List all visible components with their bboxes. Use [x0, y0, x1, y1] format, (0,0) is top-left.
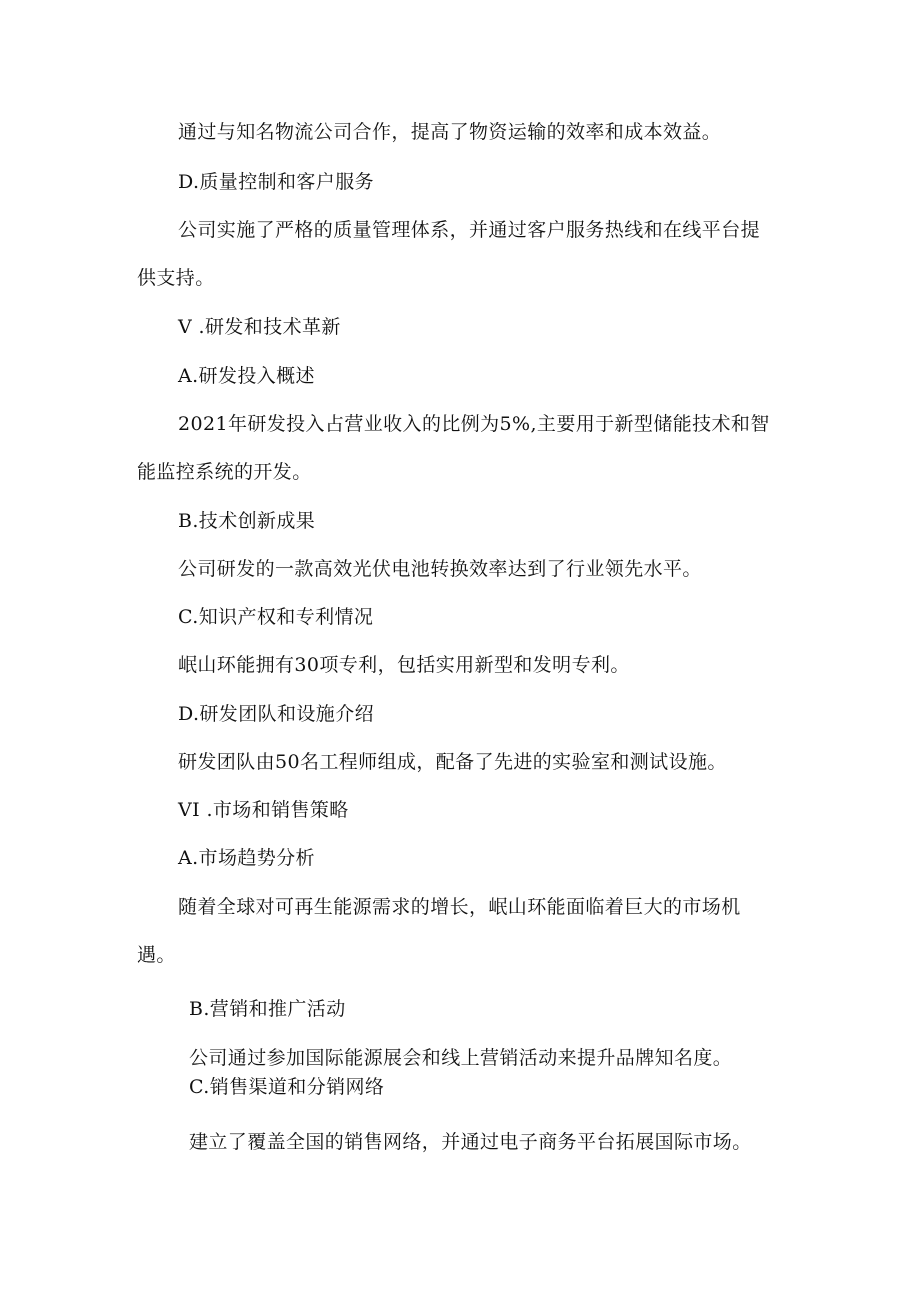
section-heading-rd: V .研发和技术革新 [178, 316, 341, 338]
paragraph-rd-investment-line-2: 能监控系统的开发。 [137, 461, 312, 483]
section-heading-market: VI .市场和销售策略 [178, 799, 349, 821]
paragraph-market-trends-line-2: 遇。 [137, 944, 176, 966]
paragraph-innovation: 公司研发的一款高效光伏电池转换效率达到了行业领先水平。 [178, 558, 702, 580]
subheading-innovation: B.技术创新成果 [178, 510, 316, 532]
paragraph-ip: 岷山环能拥有30项专利，包括实用新型和发明专利。 [178, 654, 630, 676]
subheading-team: D.研发团队和设施介绍 [178, 703, 374, 725]
paragraph-marketing: 公司通过参加国际能源展会和线上营销活动来提升品牌知名度。 [189, 1047, 733, 1069]
paragraph-quality-line-1: 公司实施了严格的质量管理体系，并通过客户服务热线和在线平台提 [178, 219, 761, 241]
subheading-ip: C.知识产权和专利情况 [178, 606, 374, 628]
subheading-quality-control: D.质量控制和客户服务 [178, 171, 374, 193]
paragraph-team: 研发团队由50名工程师组成，配备了先进的实验室和测试设施。 [178, 751, 727, 773]
paragraph-rd-investment-line-1: 2021年研发投入占营业收入的比例为5%,主要用于新型储能技术和智 [178, 413, 770, 435]
paragraph-quality-line-2: 供支持。 [137, 267, 215, 289]
paragraph-logistics: 通过与知名物流公司合作，提高了物资运输的效率和成本效益。 [178, 121, 722, 143]
subheading-rd-investment: A.研发投入概述 [178, 365, 315, 387]
paragraph-market-trends-line-1: 随着全球对可再生能源需求的增长，岷山环能面临着巨大的市场机 [178, 896, 741, 918]
paragraph-sales-channels: 建立了覆盖全国的销售网络，并通过电子商务平台拓展国际市场。 [189, 1131, 752, 1153]
subheading-sales-channels: C.销售渠道和分销网络 [189, 1076, 385, 1098]
subheading-marketing: B.营销和推广活动 [189, 998, 346, 1020]
subheading-market-trends: A.市场趋势分析 [178, 847, 315, 869]
